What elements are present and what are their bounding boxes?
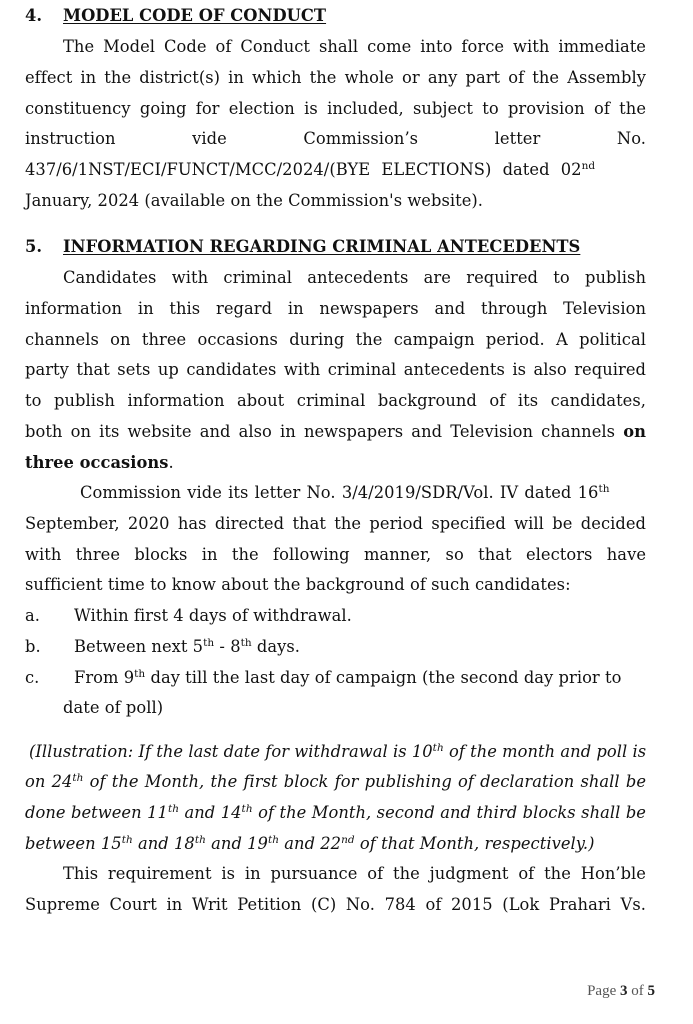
list-item: a. Within first 4 days of withdrawal. — [25, 606, 352, 625]
paragraph-line: channels on three occasions during the campaign period. A political — [25, 330, 646, 349]
paragraph-line: Candidates with criminal antecedents are required to publish — [63, 268, 646, 287]
paragraph-line: This requirement is in pursuance of the judgment of the Hon’ble — [63, 864, 646, 883]
illustration-line: on 24th of the Month, the first block for publishing of declaration shall be — [25, 772, 647, 791]
paragraph-line: three occasions. — [25, 453, 174, 472]
paragraph-line: party that sets up candidates with criminal antecedents is also required — [25, 360, 646, 379]
paragraph-line: instruction vide Commission’s letter No. — [25, 129, 646, 148]
list-marker: c. — [25, 668, 40, 687]
list-marker: b. — [25, 637, 41, 656]
paragraph-line: information in this regard in newspapers and through Television — [25, 299, 646, 318]
paragraph-line: Supreme Court in Writ Petition (C) No. 784 of 2015 (Lok Prahari Vs. — [25, 895, 646, 914]
paragraph-line: to publish information about criminal background of its candidates, — [25, 391, 646, 410]
section-number: 5. — [25, 237, 43, 256]
paragraph-line: with three blocks in the following manner, so that electors have — [25, 545, 646, 564]
paragraph-line: constituency going for election is included, subject to provision of the — [25, 99, 646, 118]
illustration-line: between 15th and 18th and 19th and 22nd of that Month, respectively.) — [25, 834, 595, 853]
paragraph-line: 437/6/1NST/ECI/FUNCT/MCC/2024/(BYE ELECTIONS) dated 02nd — [25, 160, 596, 179]
paragraph-line: The Model Code of Conduct shall come into force with immediate — [63, 37, 646, 56]
paragraph-line: sufficient time to know about the background of such candidates: — [25, 575, 571, 594]
section-4-heading — [25, 6, 646, 26]
paragraph-line: effect in the district(s) in which the whole or any part of the Assembly — [25, 68, 646, 87]
paragraph-line: September, 2020 has directed that the period specified will be decided — [25, 514, 646, 533]
section-title: INFORMATION REGARDING CRIMINAL ANTECEDENTS — [63, 237, 581, 256]
illustration-line: done between 11th and 14th of the Month, second and third blocks shall be — [25, 803, 646, 822]
section-title: MODEL CODE OF CONDUCT — [63, 6, 327, 25]
paragraph-line: Commission vide its letter No. 3/4/2019/SDR/Vol. IV dated 16th — [80, 483, 610, 502]
section-number: 4. — [25, 6, 43, 25]
section-5-heading — [25, 237, 646, 257]
page-number: Page 3 of 5 — [587, 983, 655, 999]
list-item: c. From 9th day till the last day of campaign (the second day prior to — [25, 668, 622, 687]
illustration-line: (Illustration: If the last date for withdrawal is 10th of the month and poll is — [29, 742, 647, 761]
list-item: b. Between next 5th - 8th days. — [25, 637, 301, 656]
paragraph-line: both on its website and also in newspapers and Television channels on — [25, 422, 646, 441]
list-item-continuation: date of poll) — [63, 698, 164, 717]
paragraph-line: January, 2024 (available on the Commission's website). — [25, 191, 484, 210]
list-marker: a. — [25, 606, 40, 625]
